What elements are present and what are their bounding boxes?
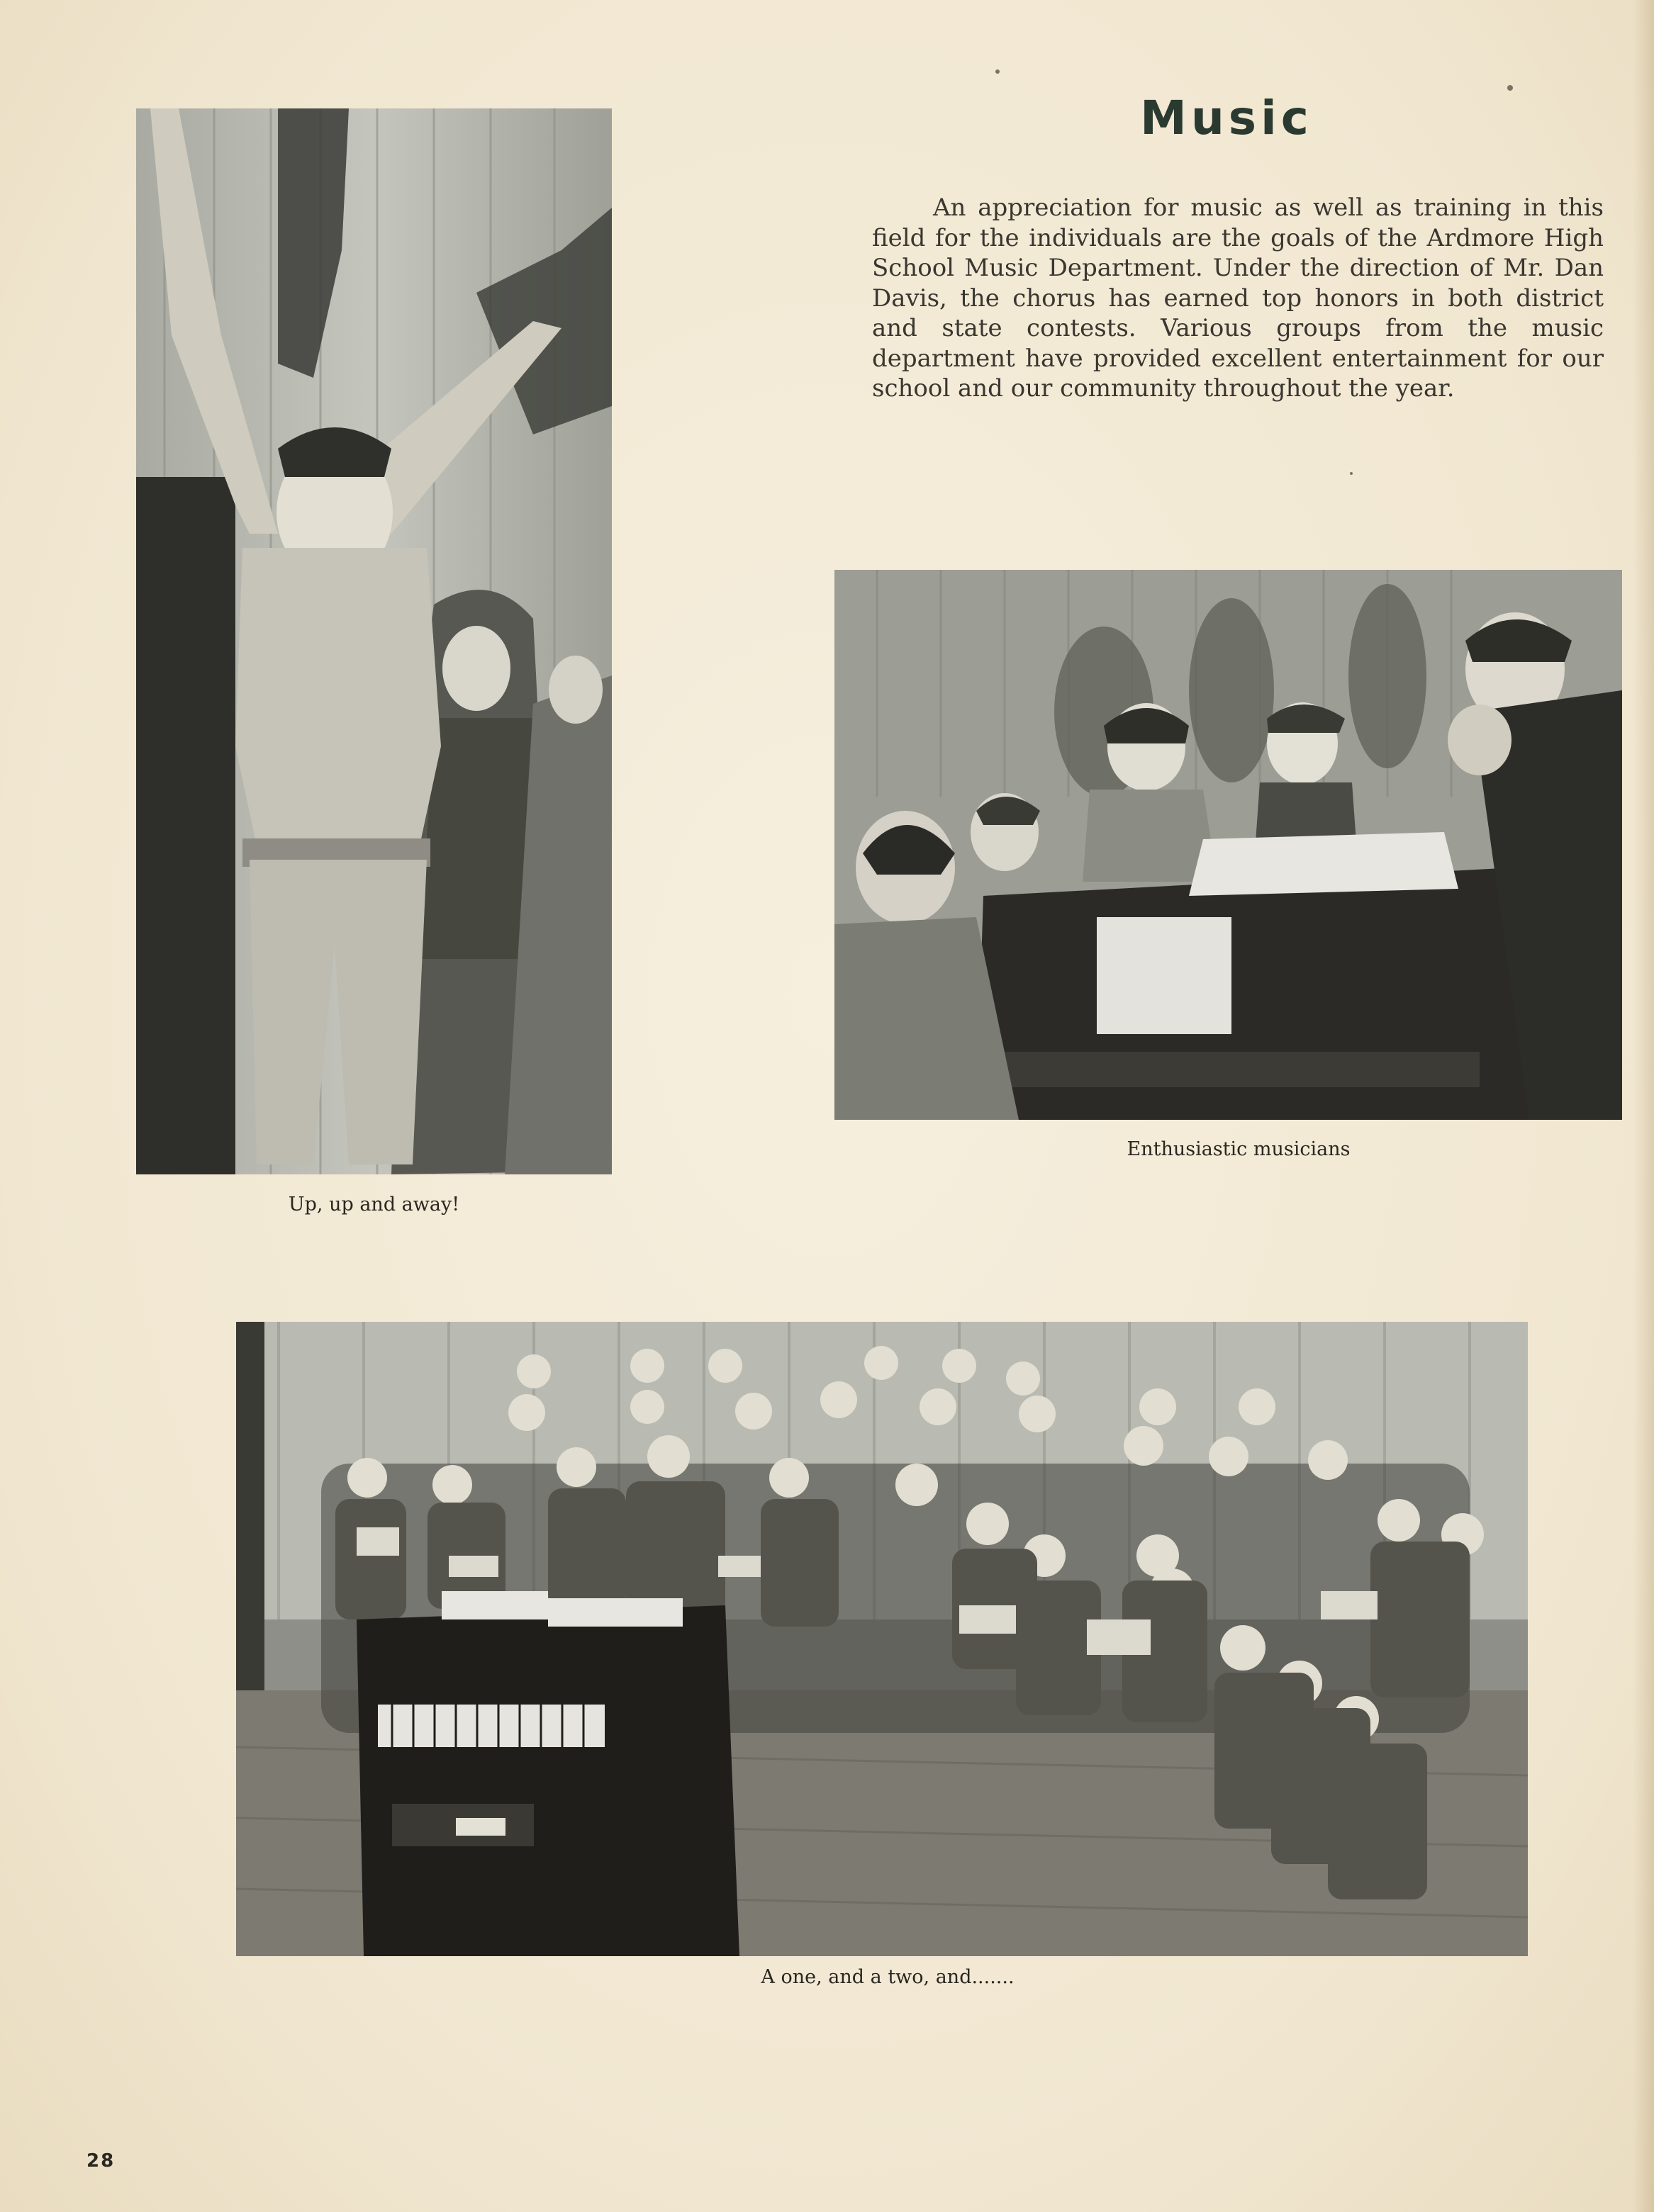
page-title: Music <box>1140 91 1313 145</box>
chorus-photo <box>236 1322 1528 1956</box>
page-number: 28 <box>86 2150 116 2172</box>
director-photo-caption: Up, up and away! <box>288 1194 460 1216</box>
intro-paragraph: An appreciation for music as well as training in this field for the individuals are the goals of the Ardmore High School Music Department. Under the direction of Mr. Dan Davis, the chorus has earned top honors in both district and state contests. Various groups from the music department have provided excellent entertainment for our school and our community throughout the year. <box>872 193 1604 403</box>
print-speck <box>1350 472 1353 475</box>
page-edge-shadow <box>1633 0 1654 2212</box>
director-photo <box>136 108 612 1174</box>
chorus-photo-caption: A one, and a two, and....... <box>761 1966 1015 1988</box>
piano-group-photo <box>834 570 1622 1120</box>
piano-group-photo-caption: Enthusiastic musicians <box>1127 1138 1351 1160</box>
print-speck <box>1507 85 1513 91</box>
print-speck <box>995 69 1000 74</box>
